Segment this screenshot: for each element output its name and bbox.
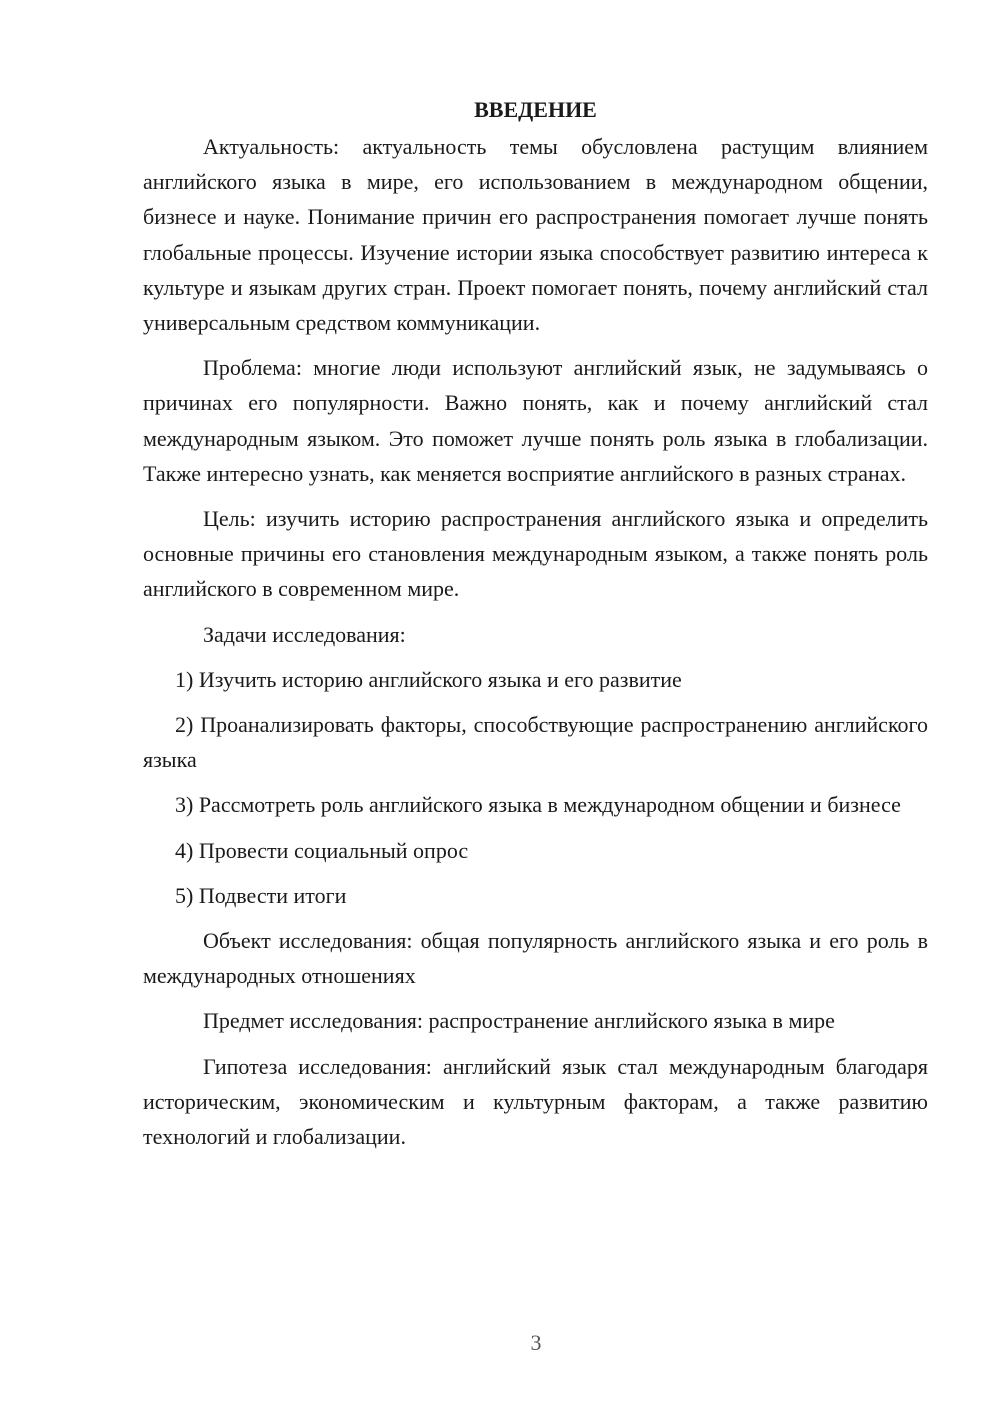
task-item: 3) Рассмотреть роль английского языка в международном общении и бизнесе xyxy=(175,792,901,818)
subject-paragraph: Предмет исследования: распространение английского языка в мире xyxy=(203,1008,835,1034)
page-number: 3 xyxy=(530,1330,542,1355)
goal-paragraph: Цель: изучить историю распространения английского языка и определить основные причины его становления международным языком, а также понять роль английского в современном мире. xyxy=(143,506,928,602)
task-item: 4) Провести социальный опрос xyxy=(175,837,469,863)
object-paragraph: Объект исследования: общая популярность английского языка и его роль в международных отношениях xyxy=(143,928,928,989)
task-item: 2) Проанализировать факторы, способствующие распространению английского языка xyxy=(143,712,928,773)
section-title: ВВЕДЕНИЕ xyxy=(474,97,597,122)
hypothesis-paragraph: Гипотеза исследования: английский язык стал международным благодаря историческим, экономическим и культурным факторам, а также развитию технологий и глобализации. xyxy=(143,1053,928,1150)
task-item: 5) Подвести итоги xyxy=(175,882,347,908)
problem-paragraph: Проблема: многие люди используют английский язык, не задумываясь о причинах его популярности. Важно понять, как и почему английский стал международным языком. Это поможет лучше понять роль языка в глобализации. Также интересно узнать, как меняется восприятие английского в разных странах. xyxy=(143,355,928,486)
tasks-heading: Задачи исследования: xyxy=(203,621,406,647)
document-page xyxy=(143,92,928,1164)
relevance-paragraph: Актуальность: актуальность темы обусловлена растущим влиянием английского языка в мире, его использованием в международном общении, бизнесе и науке. Понимание причин его распространения помогает лучше понять глобальные процессы. Изучение истории языка способствует развитию интереса к культуре и языкам других стран. Проект помогает понять, почему английский стал универсальным средством коммуникации. xyxy=(143,134,928,336)
task-item: 1) Изучить историю английского языка и его развитие xyxy=(175,666,682,692)
